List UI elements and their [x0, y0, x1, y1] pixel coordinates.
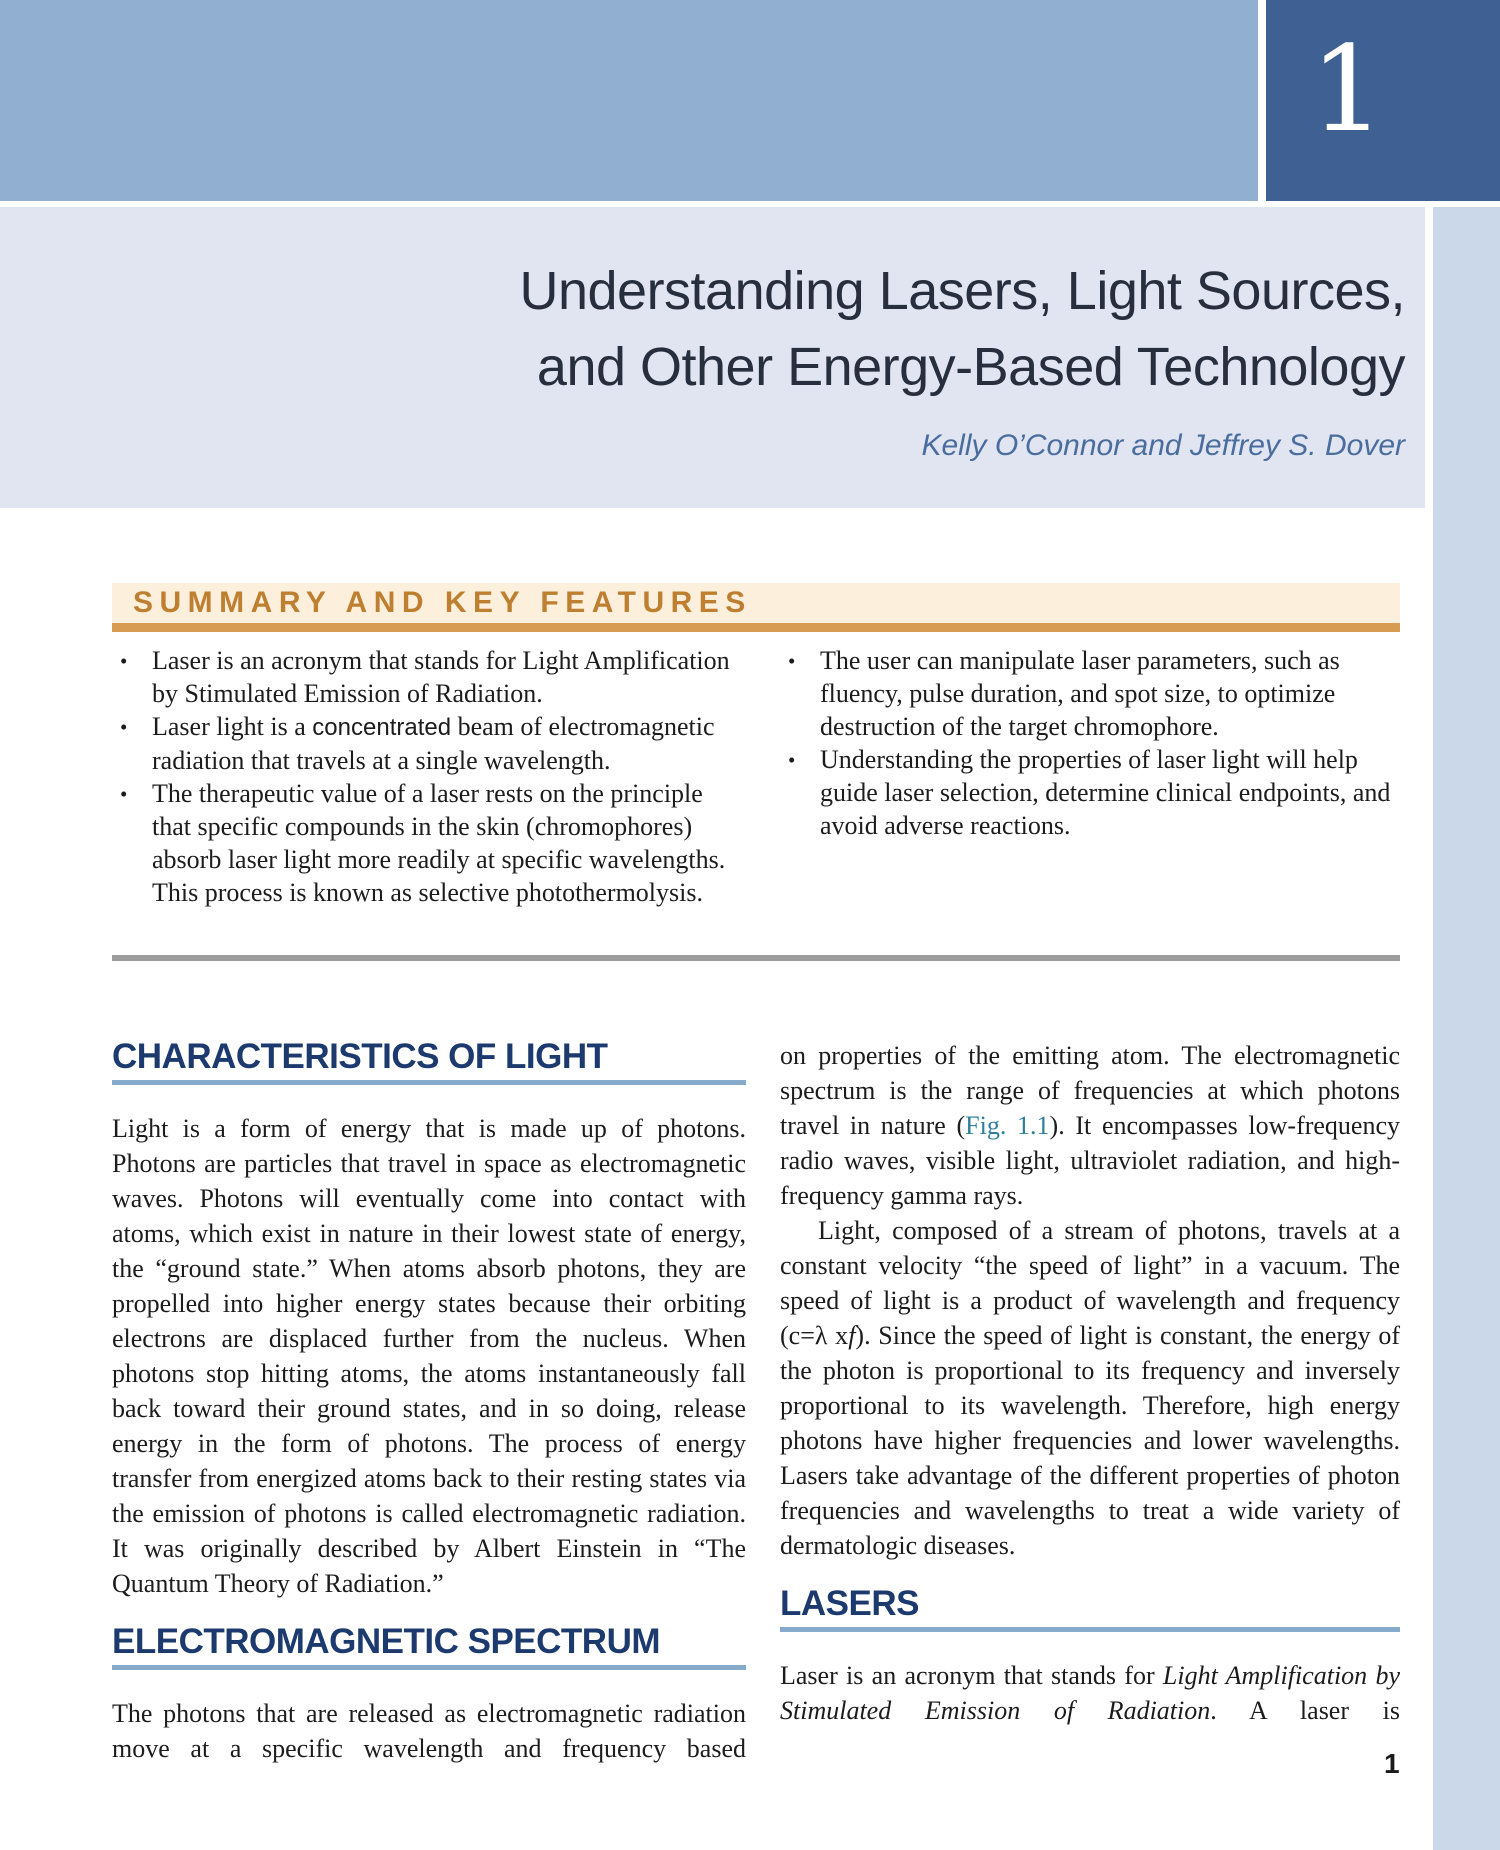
text-segment: The therapeutic value of a laser rests on the principle that specific compounds in the skin (chromophores) absorb laser light more readily at specific wavelengths. This process is known as selective photothermolysis.	[152, 779, 726, 907]
bullet-marker: •	[120, 715, 128, 739]
text-segment: Laser is an acronym that stands for Light Amplification by Stimulated Emission of Radiation.	[152, 646, 730, 708]
chapter-title-line2: and Other Energy-Based Technology	[536, 337, 1405, 397]
body-column-right	[780, 1038, 1400, 1766]
text-segment: Light is a form of energy that is made up of photons. Photons are particles that travel in space as electromagnetic waves. Photons will eventually come into contact with atoms, which exist in nature in their lowest state of energy, the “ground state.” When atoms absorb photons, they are propelled into higher energy states because their orbiting electrons are displaced further from the nucleus. When photons stop hitting atoms, the atoms instantaneously fall back toward their ground states, and in so doing, release energy in the form of photons. The process of energy transfer from energized atoms back to their resting states via the emission of photons is called electromagnetic radiation. It was originally described by Albert Einstein in “The Quantum Theory of Radiation.”	[112, 1114, 746, 1598]
summary-heading-underline	[112, 623, 1400, 632]
body-paragraph	[112, 1696, 746, 1766]
chapter-number-box	[1266, 0, 1500, 201]
text-segment: ). Since the speed of light is constant, the energy of the photon is proportional to its frequency and inversely proportional to its wavelength. Therefore, high energy photons have higher frequencies and lower wavelengths. Lasers take advantage of the different properties of photon frequencies and wavelengths to treat a wide variety of dermatologic diseases.	[780, 1321, 1400, 1560]
text-segment: The user can manipulate laser parameters, such as fluency, pulse duration, and spot size, to optimize destruction of the target chromophore.	[820, 646, 1340, 741]
section-heading-electromagnetic-spectrum: ELECTROMAGNETIC SPECTRUM	[112, 1623, 746, 1670]
italic-text-segment: f	[848, 1321, 856, 1350]
page-edge-strip	[1433, 207, 1500, 1850]
figure-reference-link[interactable]: Fig. 1.1	[965, 1111, 1050, 1140]
text-segment: on properties of the emitting atom. The electromagnetic spectrum is the range of frequencies at which photons travel in nature (	[780, 1041, 1400, 1140]
summary-box	[112, 583, 1400, 909]
bullet-marker: •	[788, 649, 796, 673]
summary-bullet-columns	[112, 632, 1400, 909]
bullet-marker: •	[788, 748, 796, 772]
summary-heading: SUMMARY AND KEY FEATURES	[112, 583, 1400, 623]
text-segment: ). It encompasses low-frequency radio waves, visible light, ultraviolet radiation, and high-frequency gamma rays.	[780, 1111, 1401, 1210]
summary-bullet	[780, 743, 1400, 842]
text-segment: Understanding the properties of laser light will help guide laser selection, determine clinical endpoints, and avoid adverse reactions.	[820, 745, 1391, 840]
body-paragraph	[112, 1111, 746, 1601]
summary-bullets-right	[780, 644, 1400, 909]
text-segment: Light, composed of a stream of photons, travels at a constant velocity “the speed of light” in a vacuum. The speed of light is a product of wavelength and frequency (c=λ x	[780, 1216, 1400, 1350]
header-band	[0, 0, 1258, 201]
body-paragraph	[780, 1038, 1400, 1213]
summary-bullet	[112, 644, 746, 710]
page-number: 1	[1384, 1748, 1400, 1779]
summary-bullets-left	[112, 644, 746, 909]
text-segment: Laser is an acronym that stands for	[780, 1661, 1163, 1690]
summary-bullet	[112, 777, 746, 909]
chapter-title-line1: Understanding Lasers, Light Sources,	[519, 261, 1405, 321]
section-divider-rule	[112, 955, 1400, 961]
summary-bullet	[112, 710, 746, 777]
text-segment: beam of electromagnetic radiation that travels at a single wavelength.	[152, 712, 715, 775]
summary-bullet	[780, 644, 1400, 743]
text-segment: The photons that are released as electromagnetic radiation move at a specific wavelength and frequency based	[112, 1699, 746, 1763]
bullet-marker: •	[120, 649, 128, 673]
italic-text-segment: Light Amplification by Stimulated Emission of Radiation	[780, 1661, 1400, 1725]
section-heading-characteristics-of-light: CHARACTERISTICS OF LIGHT	[112, 1038, 746, 1085]
chapter-number: 1	[1310, 20, 1386, 158]
bullet-marker: •	[120, 782, 128, 806]
body-paragraph	[780, 1213, 1400, 1563]
body-paragraph	[780, 1658, 1400, 1728]
sans-text-segment: concentrated	[312, 714, 452, 741]
section-heading-lasers: LASERS	[780, 1585, 1400, 1632]
chapter-title-block	[0, 207, 1425, 508]
chapter-authors: Kelly O’Connor and Jeffrey S. Dover	[921, 429, 1405, 462]
text-segment: Laser light is a	[152, 712, 313, 741]
body-column-left	[112, 1038, 746, 1766]
text-segment: . A laser is	[1210, 1696, 1400, 1725]
body-columns	[112, 1038, 1400, 1766]
